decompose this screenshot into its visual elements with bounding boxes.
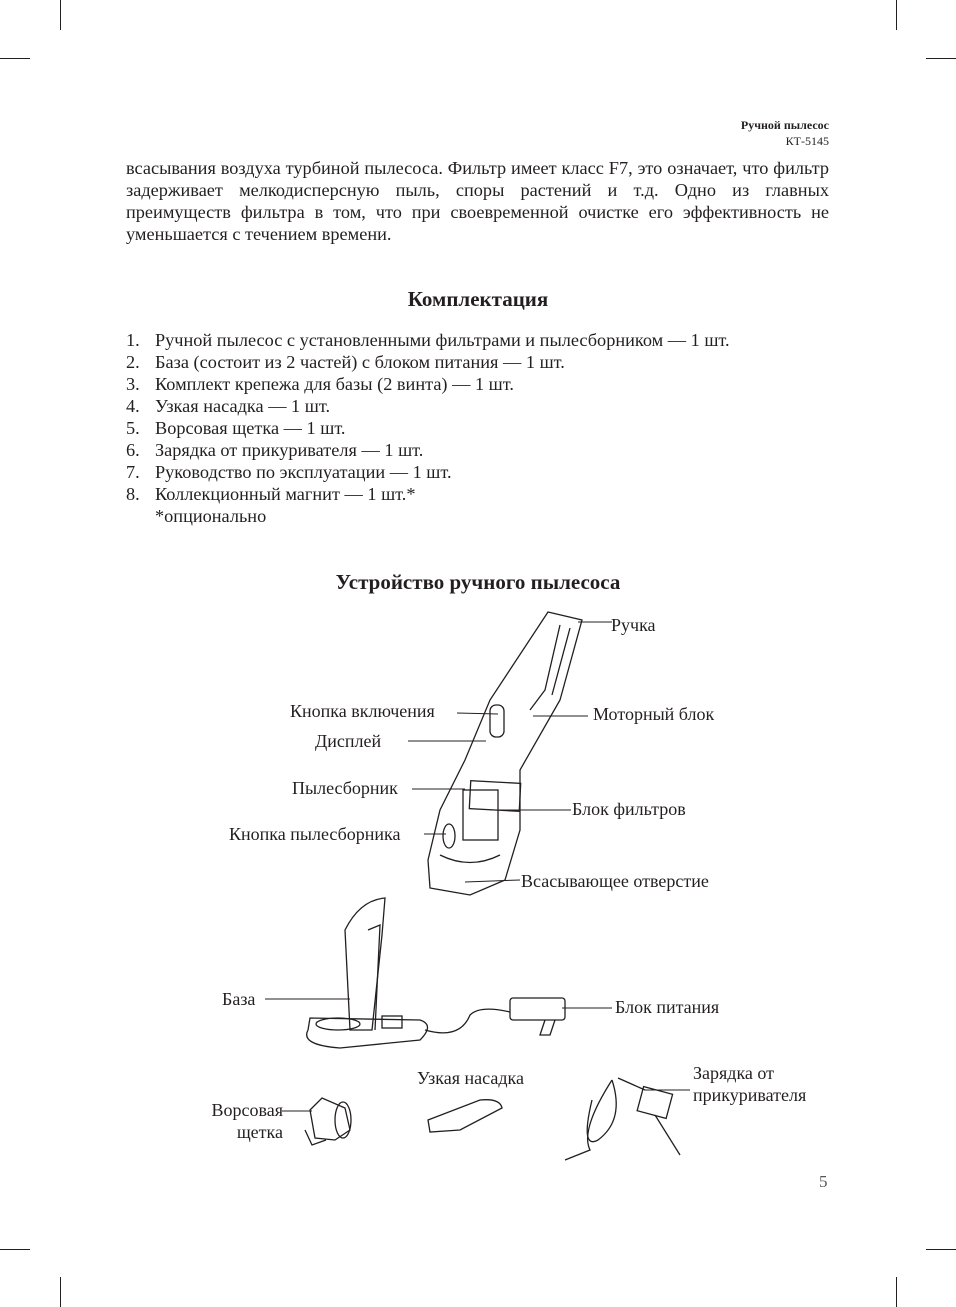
label-handle: Ручка (611, 615, 656, 635)
item-text: Ворсовая щетка — 1 шт. (155, 418, 346, 438)
item-text: База (состоит из 2 частей) с блоком питания — 1 шт. (155, 352, 565, 372)
label-nozzle: Узкая насадка (417, 1068, 524, 1088)
item-text: Ручной пылесос с установленными фильтрами и пылесборником — 1 шт. (155, 330, 730, 350)
package-heading: Комплектация (407, 287, 549, 311)
item-number: 6. (126, 440, 140, 460)
item-number: 4. (126, 396, 140, 416)
item-number: 3. (126, 374, 140, 394)
item-text: Узкая насадка — 1 шт. (155, 396, 331, 416)
label-adapter: Блок питания (615, 997, 720, 1017)
base-illustration (307, 898, 565, 1048)
item-number: 1. (126, 330, 140, 350)
item-number: 5. (126, 418, 140, 438)
item-number: 7. (126, 462, 140, 482)
label-display: Дисплей (315, 731, 382, 751)
intro-paragraph: всасывания воздуха турбиной пылесоса. Фильтр имеет класс F7, это означает, что фильтр задерживает мелкодисперсную пыль, споры растений и т.д. Одно из главных преимуществ фильтра в том, что при своевременной очистке его эффективность не уменьшается с течением времени. (126, 158, 829, 244)
label-brush (203, 1099, 283, 1143)
label-power-button: Кнопка включения (290, 701, 435, 721)
item-text: Руководство по эксплуатации — 1 шт. (155, 462, 452, 482)
header-model: КТ-5145 (785, 134, 829, 148)
label-line: щетка (236, 1122, 283, 1142)
item-number: 2. (126, 352, 140, 372)
item-text: Коллекционный магнит — 1 шт.* (155, 484, 416, 504)
label-car-charger (693, 1062, 806, 1106)
item-text: Зарядка от прикуривателя — 1 шт. (155, 440, 424, 460)
note-text: *опционально (155, 506, 267, 526)
label-dust-bin: Пылесборник (292, 778, 398, 798)
label-line: прикуривателя (693, 1085, 807, 1105)
item-number: 8. (126, 484, 140, 504)
label-line: Ворсовая (211, 1100, 283, 1120)
label-line: Зарядка от (693, 1063, 775, 1083)
label-motor: Моторный блок (593, 704, 715, 724)
brush-illustration (305, 1098, 351, 1145)
device-heading: Устройство ручного пылесоса (335, 570, 621, 594)
nozzle-illustration (428, 1100, 502, 1132)
item-text: Комплект крепежа для базы (2 винта) — 1 шт. (155, 374, 514, 394)
label-base: База (222, 989, 256, 1009)
header-title: Ручной пылесос (740, 118, 829, 132)
leader-lines (265, 622, 690, 1111)
label-bin-button: Кнопка пылесборника (229, 824, 401, 844)
vacuum-illustration (428, 612, 582, 895)
label-filters: Блок фильтров (572, 799, 686, 819)
label-intake: Всасывающее отверстие (521, 871, 709, 891)
page-number: 5 (819, 1172, 828, 1191)
